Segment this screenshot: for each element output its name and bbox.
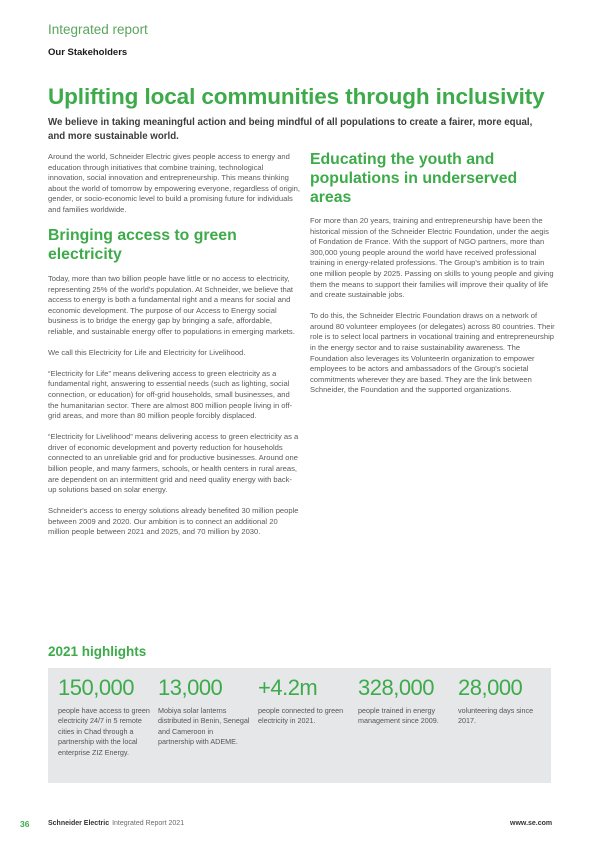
highlight-description: volunteering days since 2017. [458, 706, 534, 726]
highlight-value: 28,000 [458, 675, 523, 700]
highlight-item [158, 676, 250, 748]
paragraph: “Electricity for Livelihood” means delivering access to green electricity as a driver of economic development and poverty reduction for households connected to an unreliable grid and for productive businesses. Around one billion people, and many farmers, schools, or health centers in rural areas, are dependent on an intermittent grid and need quality energy with back-up solutions based on solar energy. [48, 432, 299, 495]
highlight-item [58, 676, 150, 758]
heading-educating-youth: Educating the youth and populations in underserved areas [310, 151, 518, 206]
heading-green-electricity: Bringing access to green electricity [48, 226, 237, 263]
highlight-item [258, 676, 350, 727]
footer-url-link[interactable]: www.se.com [510, 820, 553, 827]
right-column [310, 151, 557, 406]
footer-report-name: Integrated Report 2021 [112, 820, 185, 827]
paragraph: To do this, the Schneider Electric Foundation draws on a network of around 80 volunteer employees (or delegates) across 80 countries. Their role is to select local partners in vocational training and entrepreneurship in the energy sector and to raise sustainability awareness. The Foundation also leverages its VolunteerIn organization to empower employees to be actors and ambassadors of the Group's societal commitments wherever they are based. They are the link between Schneider, the Foundation and the supported organizations. [310, 311, 555, 395]
highlight-description: people have access to green electricity 24/7 in 5 remote cities in Chad through a partnership with the local enterprise ZIZ Energy. [58, 706, 150, 757]
left-column [48, 152, 300, 548]
footer-brand-name: Schneider Electric [48, 820, 110, 827]
highlight-item [458, 676, 550, 727]
paragraph: Schneider's access to energy solutions already benefited 30 million people between 2009 and 2020. Our ambition is to connect an additional 20 million people between 2021 and 2025, and 70 million by 2030. [48, 506, 299, 537]
page-title: Uplifting local communities through inclusivity [48, 84, 545, 109]
highlight-value: 328,000 [358, 675, 435, 700]
highlight-description: people connected to green electricity in 2021. [258, 706, 344, 726]
highlight-item [358, 676, 450, 727]
highlight-description: Mobiya solar lanterns distributed in Benin, Senegal and Cameroon in partnership with ADEME. [158, 706, 250, 747]
paragraph: “Electricity for Life” means delivering access to green electricity as a fundamental right, answering to essential needs (such as lighting, social connection, or education) for off-grid households, small businesses, and the humanitarian sector. There are almost 800 million people living in off-grid areas, and more than 80 million people forcibly displaced. [48, 368, 293, 421]
highlights-box [48, 668, 551, 783]
footer-brand [48, 820, 184, 827]
highlight-description: people trained in energy management since 2009. [358, 706, 439, 726]
highlight-value: +4.2m [258, 675, 318, 700]
section-title: Integrated report [48, 22, 148, 37]
paragraph: Today, more than two billion people have little or no access to electricity, representing 25% of the world's population. At Schneider, we believe that access to energy is both a fundamental right and a means for social and economic development. The purpose of our Access to Energy social business is to bridge the energy gap by bringing a safe, affordable, reliable, and sustainable energy offer to populations in emerging markets. [48, 273, 295, 336]
intro-text: We believe in taking meaningful action and being mindful of all populations to create a fairer, more equal, and more sustainable world. [48, 117, 533, 142]
lead-paragraph: Around the world, Schneider Electric gives people access to energy and education through initiatives that combine training, technological innovation, social innovation and entrepreneurship. This means thinking about the world of tomorrow by empowering everyone, regardless of origin, gender, or socio-economic level to build a promising future for individuals and families worldwide. [48, 152, 300, 214]
paragraph: For more than 20 years, training and entrepreneurship have been the historical mission of the Schneider Electric Foundation, under the aegis of Fondation de France. With the support of NGO partners, more than 300,000 young people around the world have received professional training in energy-related professions. The Group's ambition is to train one million people by 2025. Passing on skills to young people and giving them the means to support their families will improve their quality of life and create sustainable jobs. [310, 216, 554, 300]
subsection-title: Our Stakeholders [48, 47, 128, 58]
paragraph: We call this Electricity for Life and Electricity for Livelihood. [48, 347, 246, 357]
highlights-title: 2021 highlights [48, 644, 147, 659]
highlight-value: 13,000 [158, 675, 223, 700]
page-number: 36 [20, 819, 30, 829]
highlight-value: 150,000 [58, 675, 135, 700]
